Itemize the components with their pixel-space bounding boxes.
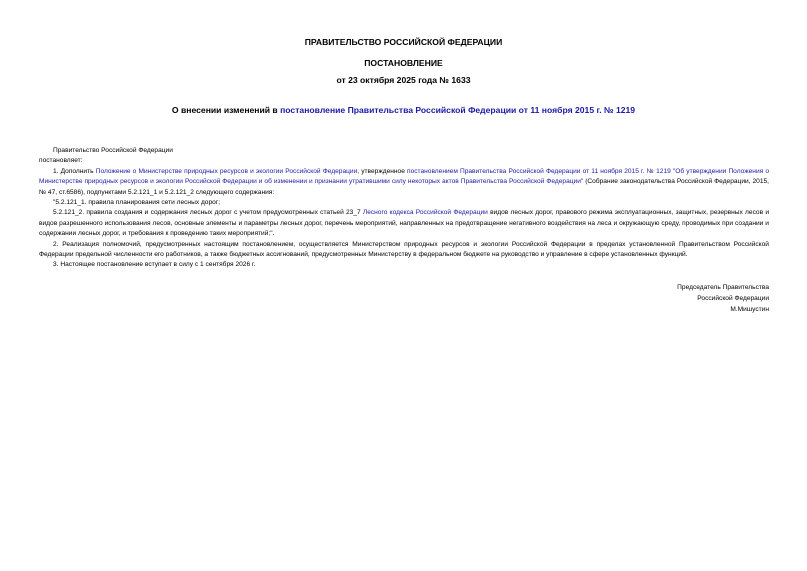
quote-item-1: "5.2.121_1. правила планирования сети лесных дорог;: [53, 199, 221, 207]
signature-title: Председатель Правительства: [677, 284, 769, 291]
quote-item-2: [39, 208, 769, 239]
paragraph-2: 2. Реализация полномочий, предусмотренных настоящим постановлением, осуществляется Министерством природных ресурсов и экологии Российской Федерации в пределах установленной Правительством Российской Федерации предельной численности его работников, а также бюджетных ассигнований, предусмотренных Министерству в федеральном бюджете на руководство и управление в сфере установленных функций.: [39, 240, 769, 259]
paragraph-1: [39, 167, 769, 198]
paragraph-1-end: (Собрание законодательства Российской Федерации, 2015, № 47, ст.6586), подпунктами 5.2.121_1 и 5.2.121_2 следующего содержания:: [39, 178, 769, 196]
quote-item-2-end: видов лесных дорог, правового режима эксплуатационных, защитных, резервных лесов и видов разрешенного использования лесов, основные элементы и параметры лесных дорог, перечень мероприятий, направленных на предотвращение негативного воздействия на леса и окружающую среду, проводимых при создании и содержании лесных дорог, и требования к проведению таких мероприятий;".: [39, 209, 770, 238]
doc-type-heading: ПОСТАНОВЛЕНИЕ: [364, 58, 443, 68]
signature-org: Российской Федерации: [697, 295, 769, 302]
government-heading: ПРАВИТЕЛЬСТВО РОССИЙСКОЙ ФЕДЕРАЦИИ: [304, 37, 503, 47]
title-prefix: О внесении изменений в: [171, 105, 281, 115]
signature-block: [677, 282, 769, 315]
intro-government: Правительство Российской Федерации: [53, 147, 173, 154]
decree-link[interactable]: постановлением Правительства Российской Федерации от 11 ноября 2015 г. № 1219 "Об утверждении Положения о Министерстве природных ресурсов и экологии Российской Федерации и об изменении и признании утратившими силу некоторых актов Правительства Российской Федерации": [39, 167, 770, 186]
intro-decrees: постановляет:: [39, 157, 83, 165]
forest-code-link[interactable]: Лесного кодекса Российской Федерации: [362, 209, 488, 217]
amended-decree-link[interactable]: постановление Правительства Российской Федерации от 11 ноября 2015 г. № 1219: [280, 105, 636, 115]
document-title: [0, 105, 807, 116]
date-number-heading: от 23 октября 2025 года № 1633: [336, 75, 471, 85]
paragraph-1-mid: , утвержденное: [357, 167, 407, 175]
regulation-link[interactable]: Положение о Министерстве природных ресурсов и экологии Российской Федерации: [95, 167, 358, 175]
paragraph-3: 3. Настоящее постановление вступает в силу с 1 сентября 2026 г.: [53, 261, 256, 269]
signature-name: М.Мишустин: [730, 306, 769, 313]
document-body: [39, 146, 769, 271]
quote-item-2-start: 5.2.121_2. правила создания и содержания лесных дорог с учетом предусмотренных статьей 23_7: [53, 209, 363, 217]
paragraph-1-start: 1. Дополнить: [53, 167, 96, 175]
